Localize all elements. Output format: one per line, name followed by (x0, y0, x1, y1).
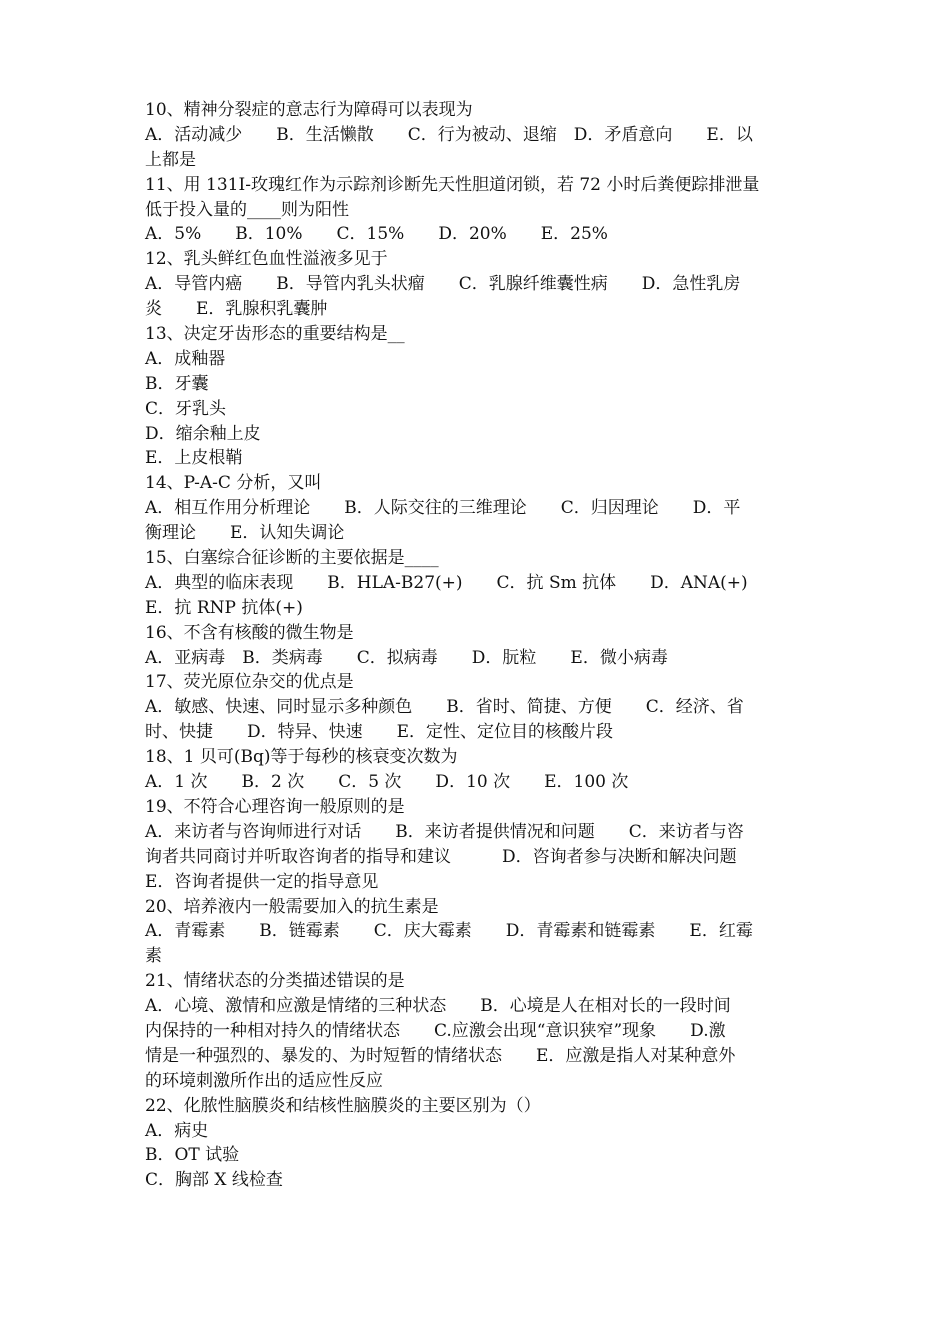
question-16-options: A．亚病毒 B．类病毒 C．拟病毒 D．朊粒 E．微小病毒 (145, 647, 668, 668)
question-13-option-c: C．牙乳头 (145, 398, 227, 419)
question-22-stem: 22、化脓性脑膜炎和结核性脑膜炎的主要区别为（） (145, 1095, 541, 1116)
question-22-option-a: A．病史 (145, 1120, 209, 1141)
question-19-options: A．来访者与咨询师进行对话 B．来访者提供情况和问题 C．来访者与咨 (145, 821, 744, 842)
question-19-options-cont-2: E．咨询者提供一定的指导意见 (145, 871, 379, 892)
question-21-stem: 21、情绪状态的分类描述错误的是 (145, 971, 405, 992)
question-13-option-d: D．缩余釉上皮 (145, 423, 261, 444)
question-13-option-a: A．成釉器 (145, 348, 226, 369)
question-13-stem: 13、决定牙齿形态的重要结构是__ (145, 324, 405, 345)
question-11-stem: 11、用 131I-玫瑰红作为示踪剂诊断先天性胆道闭锁，若 72 小时后粪便踪排泄量 (145, 174, 760, 195)
question-20-stem: 20、培养液内一般需要加入的抗生素是 (145, 896, 439, 917)
question-15-stem: 15、白塞综合征诊断的主要依据是____ (145, 548, 439, 569)
question-13-option-e: E．上皮根鞘 (145, 448, 243, 469)
question-22-option-b: B．OT 试验 (145, 1145, 240, 1166)
question-17-options-cont: 时、快捷 D．特异、快速 E．定性、定位目的核酸片段 (145, 722, 614, 743)
question-21-options-cont: 内保持的一种相对持久的情绪状态 C.应激会出现“意识狭窄”现象 D.激 (145, 1020, 726, 1041)
question-12-options-cont: 炎 E．乳腺积乳囊肿 (145, 299, 328, 320)
question-21-options-cont-2: 情是一种强烈的、暴发的、为时短暂的情绪状态 E．应激是指人对某种意外 (145, 1045, 736, 1066)
question-18-options: A．1 次 B．2 次 C．5 次 D．10 次 E．100 次 (145, 772, 629, 793)
document-page (145, 98, 810, 1193)
question-16-stem: 16、不含有核酸的微生物是 (145, 622, 354, 643)
question-20-options-cont: 素 (145, 946, 162, 967)
question-20-options: A．青霉素 B．链霉素 C．庆大霉素 D．青霉素和链霉素 E．红霉 (145, 921, 753, 942)
question-10-options: A．活动减少 B．生活懒散 C．行为被动、退缩 D．矛盾意向 E．以 (145, 124, 753, 145)
question-18-stem: 18、1 贝可(Bq)等于每秒的核衰变次数为 (145, 747, 458, 768)
question-11-stem-cont: 低于投入量的____则为阳性 (145, 199, 349, 220)
question-11-options: A．5% B．10% C．15% D．20% E．25% (145, 224, 608, 245)
question-15-options-cont: E．抗 RNP 抗体(+) (145, 597, 303, 618)
question-14-options-cont: 衡理论 E．认知失调论 (145, 523, 345, 544)
question-10-options-cont: 上都是 (145, 149, 196, 170)
question-21-options-cont-3: 的环境刺激所作出的适应性反应 (145, 1070, 383, 1091)
question-17-options: A．敏感、快速、同时显示多种颜色 B．省时、简捷、方便 C．经济、省 (145, 697, 744, 718)
question-12-stem: 12、乳头鲜红色血性溢液多见于 (145, 249, 388, 270)
question-14-stem: 14、P-A-C 分析，又叫 (145, 473, 322, 494)
question-19-stem: 19、不符合心理咨询一般原则的是 (145, 796, 405, 817)
question-10-stem: 10、精神分裂症的意志行为障碍可以表现为 (145, 100, 473, 120)
question-12-options: A．导管内癌 B．导管内乳头状瘤 C．乳腺纤维囊性病 D．急性乳房 (145, 274, 741, 295)
question-22-option-c: C．胸部 X 线检查 (145, 1170, 283, 1191)
question-17-stem: 17、荧光原位杂交的优点是 (145, 672, 354, 693)
question-14-options: A．相互作用分析理论 B．人际交往的三维理论 C．归因理论 D．平 (145, 498, 741, 519)
question-15-options: A．典型的临床表现 B．HLA-B27(+) C．抗 Sm 抗体 D．ANA(+) (145, 572, 748, 593)
question-21-options: A．心境、激情和应激是情绪的三种状态 B．心境是人在相对长的一段时间 (145, 996, 731, 1017)
question-19-options-cont: 询者共同商讨并听取咨询者的指导和建议 D．咨询者参与决断和解决问题 (145, 846, 737, 867)
question-13-option-b: B．牙囊 (145, 373, 209, 394)
